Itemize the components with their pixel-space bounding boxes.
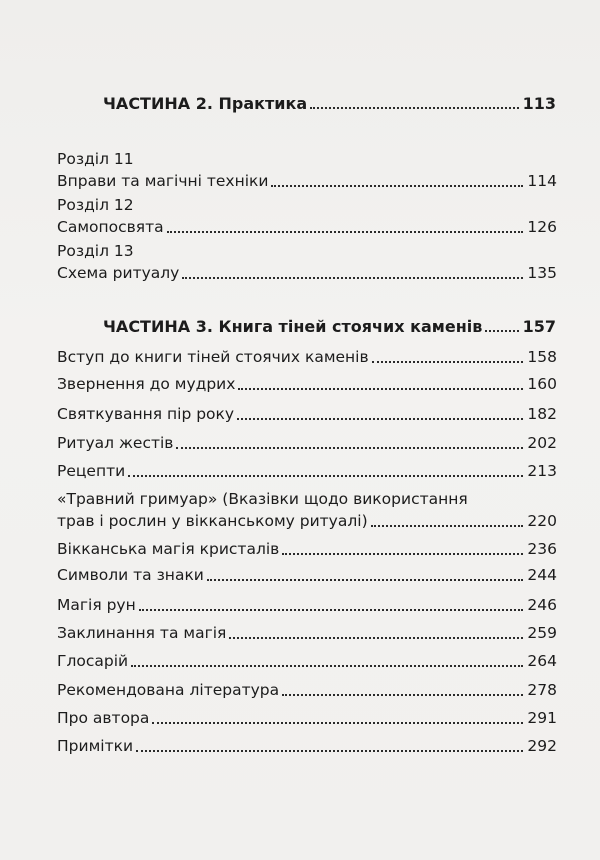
dot-leader (371, 523, 524, 527)
page-number: 220 (527, 512, 557, 530)
page-number: 160 (527, 375, 557, 393)
page-number: 259 (527, 624, 557, 642)
entry-title: Примітки (57, 737, 134, 755)
dot-leader (139, 607, 524, 611)
chapter-label: Розділ 12 (57, 196, 134, 214)
chapter-label: Розділ 11 (57, 150, 134, 168)
toc-entry (57, 594, 557, 616)
page-number: 291 (527, 709, 557, 727)
entry-title: Магія рун (57, 596, 136, 614)
part-title: ЧАСТИНА 2. Практика (103, 94, 308, 113)
toc-entry (57, 707, 557, 729)
page-number: 246 (527, 596, 557, 614)
entry-title: Заклинання та магія (57, 624, 227, 642)
chapter-12-entry (57, 194, 557, 238)
toc-entry (57, 538, 557, 560)
page-number: 278 (527, 681, 557, 699)
page-number: 202 (527, 434, 557, 452)
entry-title: Вступ до книги тіней стоячих каменів (57, 348, 369, 366)
dot-leader (372, 359, 524, 363)
page-number: 182 (527, 405, 557, 423)
dot-leader (282, 692, 523, 696)
dot-leader (485, 328, 518, 332)
toc-entry (57, 460, 557, 482)
page-number: 264 (527, 652, 557, 670)
dot-leader (238, 386, 523, 390)
entry-title-line1: «Травний гримуар» (Вказівки щодо використання (57, 490, 468, 508)
dot-leader (136, 748, 523, 752)
toc-entry (57, 735, 557, 757)
dot-leader (271, 183, 523, 187)
chapter-title: Вправи та магічні техніки (57, 172, 269, 190)
dot-leader (207, 577, 524, 581)
page-number: 114 (527, 172, 557, 190)
page-number: 158 (527, 348, 557, 366)
dot-leader (131, 663, 523, 667)
chapter-13-entry (57, 240, 557, 284)
toc-entry (57, 622, 557, 644)
dot-leader (237, 416, 523, 420)
page-number: 213 (527, 462, 557, 480)
entry-title: Рекомендована література (57, 681, 280, 699)
dot-leader (310, 105, 518, 109)
dot-leader (167, 229, 524, 233)
chapter-label: Розділ 13 (57, 242, 134, 260)
toc-entry (57, 679, 557, 701)
entry-title: Святкування пір року (57, 405, 235, 423)
page-number: 126 (527, 218, 557, 236)
entry-title: Глосарій (57, 652, 129, 670)
page-number: 244 (527, 566, 557, 584)
chapter-title: Самопосвята (57, 218, 164, 236)
dot-leader (152, 720, 523, 724)
page-number: 292 (527, 737, 557, 755)
chapter-title: Схема ритуалу (57, 264, 180, 282)
toc-entry (57, 432, 557, 454)
dot-leader (128, 473, 523, 477)
part-2-entry (103, 93, 556, 115)
toc-entry (57, 373, 557, 395)
part-title: ЧАСТИНА 3. Книга тіней стоячих каменів (103, 317, 483, 336)
entry-title: Ритуал жестів (57, 434, 174, 452)
entry-title: Звернення до мудрих (57, 375, 236, 393)
part-3-entry (103, 316, 556, 338)
entry-title: Вікканська магія кристалів (57, 540, 280, 558)
entry-title: трав і рослин у вікканському ритуалі) (57, 512, 368, 530)
page-number: 236 (527, 540, 557, 558)
page-number: 113 (522, 94, 556, 113)
dot-leader (176, 445, 523, 449)
toc-entry (57, 488, 557, 532)
toc-entry (57, 650, 557, 672)
entry-title: Символи та знаки (57, 566, 204, 584)
page-number: 135 (527, 264, 557, 282)
dot-leader (182, 275, 523, 279)
dot-leader (282, 551, 523, 555)
entry-title: Рецепти (57, 462, 126, 480)
dot-leader (229, 635, 523, 639)
page-number: 157 (522, 317, 556, 336)
toc-entry (57, 403, 557, 425)
toc-entry (57, 564, 557, 586)
entry-title: Про автора (57, 709, 150, 727)
chapter-11-entry (57, 148, 557, 192)
toc-entry (57, 346, 557, 368)
